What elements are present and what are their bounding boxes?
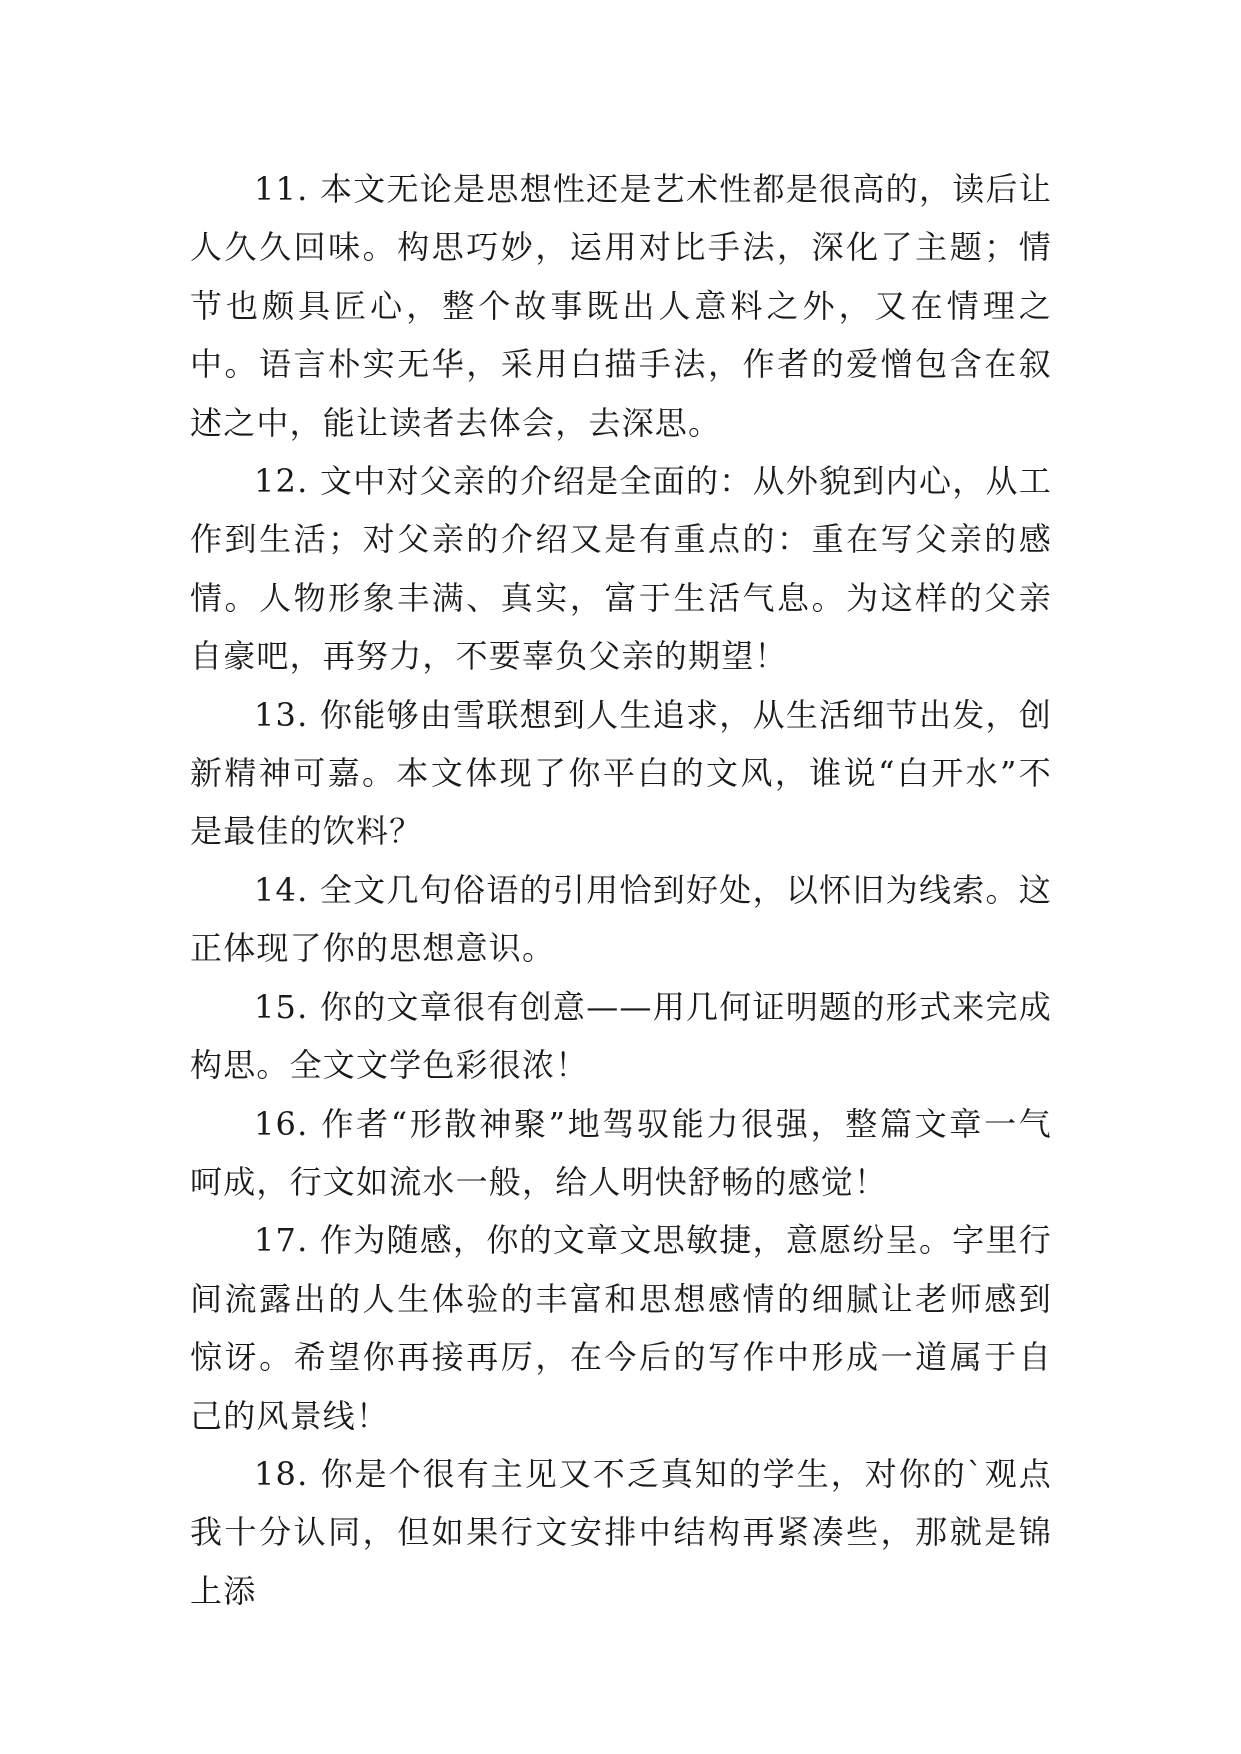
- paragraph-14: 14. 全文几句俗语的引用恰到好处，以怀旧为线索。这正体现了你的思想意识。: [190, 870, 1052, 968]
- paragraph-13: 13. 你能够由雪联想到人生追求，从生活细节出发，创新精神可嘉。本文体现了你平白的文风，谁说“白开水”不是最佳的饮料？: [190, 695, 1052, 851]
- paragraph-17: 17. 作为随感，你的文章文思敏捷，意愿纷呈。字里行间流露出的人生体验的丰富和思想感情的细腻让老师感到惊讶。希望你再接再厉，在今后的写作中形成一道属于自己的风景线！: [190, 1221, 1052, 1435]
- paragraph-18: 18. 你是个很有主见又不乏真知的学生，对你的`观点我十分认同，但如果行文安排中结构再紧凑些，那就是锦上添: [190, 1454, 1052, 1610]
- paragraph-12: 12. 文中对父亲的介绍是全面的：从外貌到内心，从工作到生活；对父亲的介绍又是有重点的：重在写父亲的感情。人物形象丰满、真实，富于生活气息。为这样的父亲自豪吧，再努力，不要辜负父亲的期望！: [190, 462, 1052, 676]
- document-page: [190, 160, 1052, 1620]
- paragraph-15: 15. 你的文章很有创意——用几何证明题的形式来完成构思。全文文学色彩很浓！: [190, 987, 1052, 1085]
- paragraph-16: 16. 作者“形散神聚”地驾驭能力很强，整篇文章一气呵成，行文如流水一般，给人明快舒畅的感觉！: [190, 1104, 1052, 1201]
- paragraph-11: 11. 本文无论是思想性还是艺术性都是很高的，读后让人久久回味。构思巧妙，运用对比手法，深化了主题；情节也颇具匠心，整个故事既出人意料之外，又在情理之中。语言朴实无华，采用白描手法，作者的爱憎包含在叙述之中，能让读者去体会，去深思。: [190, 170, 1052, 442]
